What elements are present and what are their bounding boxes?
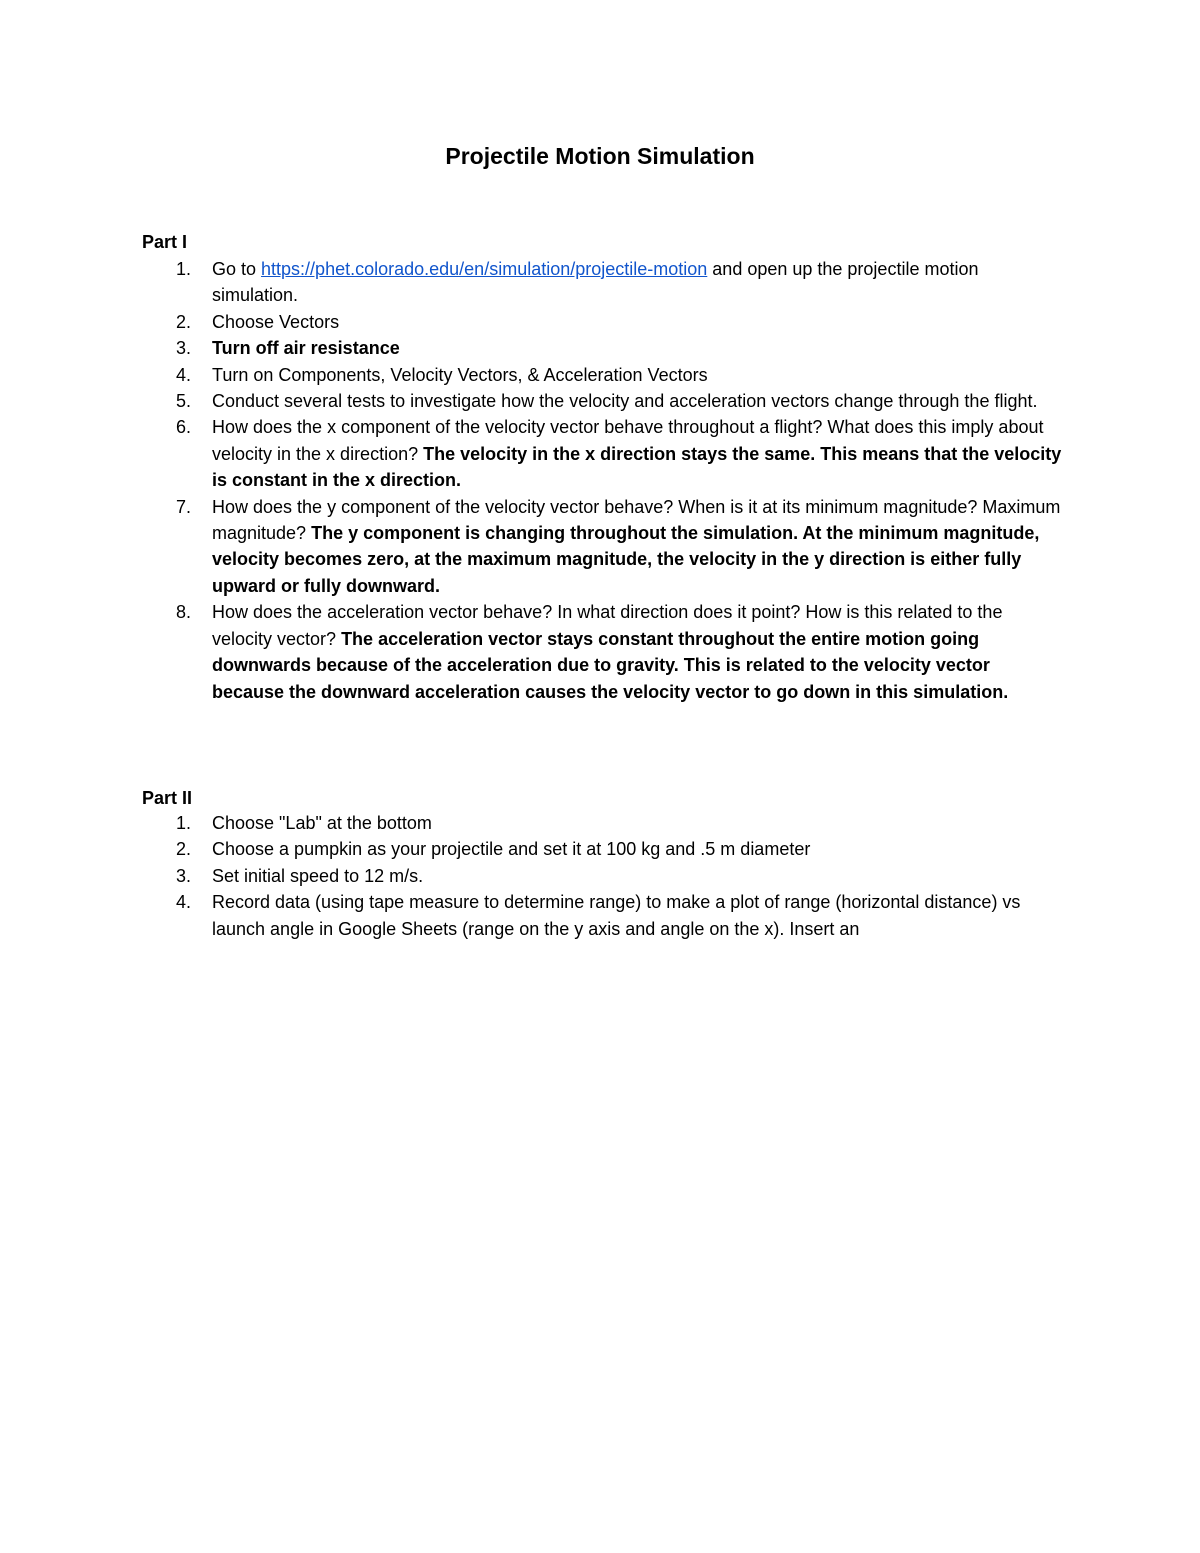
part2-step-2 xyxy=(142,836,1066,862)
step-number: 5. xyxy=(176,391,192,412)
step-text: Turn on Components, Velocity Vectors, & Acceleration Vectors xyxy=(212,364,708,385)
step-number: 2. xyxy=(176,839,192,860)
step-text: and open up the projectile motion simulation. xyxy=(212,259,979,306)
step-text: Choose Vectors xyxy=(212,311,340,332)
step-answer: The velocity in the x direction stays the same. This means that the velocity is constant in the x direction. xyxy=(212,443,1062,491)
part2-step-3 xyxy=(142,863,1066,889)
step-number: 4. xyxy=(176,892,192,913)
part2-heading: Part II xyxy=(142,788,193,808)
step-number: 6. xyxy=(176,417,192,438)
step-answer: The acceleration vector stays constant throughout the entire motion going downwards because of the acceleration due to gravity. This is related to the velocity vector because the downward acceleration causes the velocity vector to go down in this simulation. xyxy=(212,628,1009,702)
step-question: How does the y component of the velocity vector behave? When is it at its minimum magnitude? Maximum magnitude? xyxy=(212,496,1061,544)
step-text: Choose "Lab" at the bottom xyxy=(212,813,432,833)
step-text: Choose a pumpkin as your projectile and set it at 100 kg and .5 m diameter xyxy=(212,839,811,860)
part1-step-3 xyxy=(142,335,1066,361)
step-number: 8. xyxy=(176,602,192,623)
part1-step-1 xyxy=(142,256,1066,309)
part1-heading: Part I xyxy=(142,232,188,252)
step-question: How does the acceleration vector behave? In what direction does it point? How is this related to the velocity vector? xyxy=(212,602,1003,649)
part1-step-5 xyxy=(142,388,1066,414)
step-number: 3. xyxy=(176,865,192,886)
step-number: 2. xyxy=(176,311,192,332)
part2-step-1 xyxy=(142,810,1066,836)
part2-steps-list xyxy=(142,810,1066,942)
step-question: How does the x component of the velocity vector behave throughout a flight? What does this imply about velocity in the x direction? xyxy=(212,417,1044,464)
step-answer: The y component is changing throughout the simulation. At the minimum magnitude, velocity becomes zero, at the maximum magnitude, the velocity in the y direction is either fully upward or fully downward. xyxy=(212,523,1040,596)
part1-steps-list xyxy=(142,256,1066,705)
step-number: 1. xyxy=(176,813,192,833)
part1-step-6 xyxy=(142,414,1066,493)
part1-step-7 xyxy=(142,494,1066,600)
part1-step-2 xyxy=(142,309,1066,335)
step-text: Go to xyxy=(212,259,262,279)
phet-simulation-link[interactable]: https://phet.colorado.edu/en/simulation/projectile-motion xyxy=(261,259,708,279)
part1-step-4 xyxy=(142,362,1066,388)
step-number: 3. xyxy=(176,338,192,359)
step-number: 1. xyxy=(176,259,192,279)
step-text: Set initial speed to 12 m/s. xyxy=(212,865,424,886)
part1-step-8 xyxy=(142,599,1066,705)
document-title: Projectile Motion Simulation xyxy=(445,143,755,169)
step-number: 4. xyxy=(176,364,192,385)
step-answer: Turn off air resistance xyxy=(212,338,400,359)
part2-step-4 xyxy=(142,889,1066,942)
step-text: Record data (using tape measure to determine range) to make a plot of range (horizontal distance) vs launch angle in Google Sheets (range on the y axis and angle on the x). Insert an xyxy=(212,892,1021,939)
step-number: 7. xyxy=(176,496,192,517)
step-text: Conduct several tests to investigate how the velocity and acceleration vectors change through the flight. xyxy=(212,391,1038,412)
